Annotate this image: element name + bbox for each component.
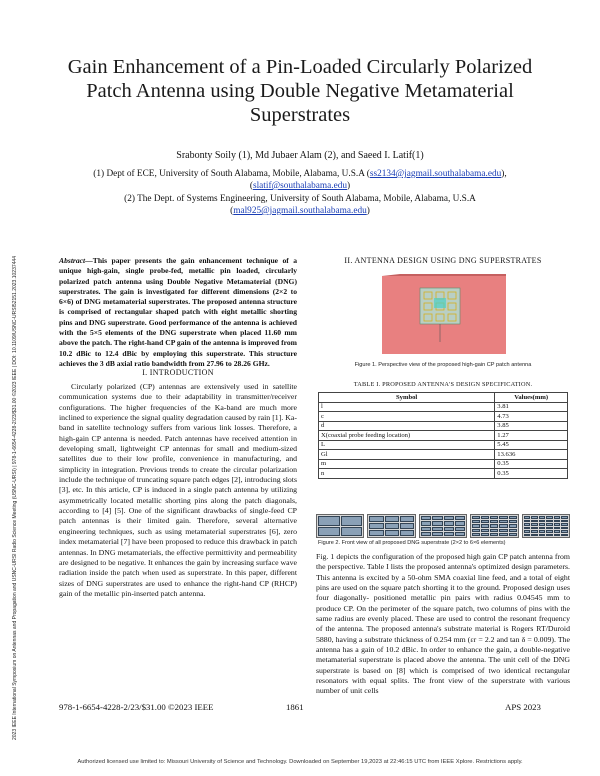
unit-cell xyxy=(481,533,489,536)
unit-cell xyxy=(554,523,561,526)
unit-cell xyxy=(385,523,399,529)
figure-2-caption: Figure 2. Front view of all proposed DNG superstrate (2×2 to 6×6 elements) xyxy=(318,540,506,546)
unit-cell xyxy=(524,530,531,533)
unit-cell xyxy=(546,527,553,530)
unit-cell xyxy=(490,524,498,527)
unit-cell xyxy=(561,534,568,537)
unit-cell xyxy=(400,530,414,536)
unit-cell xyxy=(432,532,442,536)
unit-cell xyxy=(421,532,431,536)
unit-cell xyxy=(546,534,553,537)
design-paragraph: Fig. 1 depicts the configuration of the proposed high gain CP patch antenna from the perspective. Table I lists the proposed antenna's optimized design parameters. This antenna is excited by a 50-ohm SMA coaxial line feed, and a total of eight pins are used on the square patch shorting it to the ground. Proposed design uses four diagonally- positioned metallic pin pairs with radius 0.04545 mm to produce CP. On the perimeter of the square patch, two columns of pins with the same radius are evenly placed. These are used to control the resonant frequency of the antenna. The proposed antenna's substrate material is Rogers RT/Duroid 5880, having a substrate thickness of 0.254 mm (εr = 2.2 and tan δ = 0.009). The antenna has a gain of 10.2 dBic. In order to enhance the gain, a double-negative metamaterial superstrate is placed above the antenna. The unit cell of the DNG superstrate is based on [8] which is comprised of two identical rectangular resonators with equal splits. The front view of the superstrate with various number of unit cells xyxy=(316,552,570,696)
unit-cell xyxy=(539,520,546,523)
table-row: X(coaxial probe feeding location) 1.27 xyxy=(319,431,568,441)
footer-isbn: 978-1-6654-4228-2/23/$31.00 ©2023 IEEE xyxy=(59,702,214,712)
unit-cell xyxy=(455,527,465,531)
unit-cell xyxy=(341,516,363,526)
unit-cell xyxy=(444,532,454,536)
unit-cell xyxy=(499,520,507,523)
unit-cell xyxy=(509,516,517,519)
header-values: Values(mm) xyxy=(495,393,568,403)
license-notice: Authorized licensed use limited to: Missouri University of Science and Technology. Downloaded on September 19,2023 at 22:46:15 UTC from IEEE Xplore. Restrictions apply. xyxy=(77,759,523,765)
unit-cell xyxy=(421,516,431,520)
unit-cell xyxy=(531,523,538,526)
unit-cell xyxy=(341,527,363,537)
unit-cell xyxy=(561,523,568,526)
table-row: L 5.45 xyxy=(319,440,568,450)
unit-cell xyxy=(455,516,465,520)
abstract-label: Abstract xyxy=(59,256,86,265)
table-row: Gl 13.636 xyxy=(319,450,568,460)
unit-cell xyxy=(539,530,546,533)
table-row: n 0.35 xyxy=(319,469,568,479)
unit-cell xyxy=(531,516,538,519)
superstrate-4x4 xyxy=(419,514,467,538)
unit-cell xyxy=(539,523,546,526)
unit-cell xyxy=(509,533,517,536)
unit-cell xyxy=(490,533,498,536)
unit-cell xyxy=(499,533,507,536)
table-caption: TABLE I. PROPOSED ANTENNA'S DESIGN SPECIFICATION. xyxy=(353,381,533,388)
unit-cell xyxy=(499,529,507,532)
unit-cell xyxy=(385,516,399,522)
unit-cell xyxy=(432,516,442,520)
table-header-row xyxy=(319,393,568,403)
table-row: m 0.35 xyxy=(319,459,568,469)
unit-cell xyxy=(499,516,507,519)
unit-cell xyxy=(481,516,489,519)
unit-cell xyxy=(509,529,517,532)
unit-cell xyxy=(546,530,553,533)
header-symbol: Symbol xyxy=(319,393,495,403)
unit-cell xyxy=(546,520,553,523)
unit-cell xyxy=(432,521,442,525)
unit-cell xyxy=(524,527,531,530)
unit-cell xyxy=(524,534,531,537)
unit-cell xyxy=(531,527,538,530)
section-2-heading: II. ANTENNA DESIGN USING DNG SUPERSTRATES xyxy=(344,256,542,265)
unit-cell xyxy=(444,527,454,531)
unit-cell xyxy=(490,520,498,523)
unit-cell xyxy=(318,516,340,526)
table-row: c 4.73 xyxy=(319,412,568,422)
unit-cell xyxy=(554,520,561,523)
unit-cell xyxy=(509,524,517,527)
affiliation-1: (1) Dept of ECE, University of South Alabama, Mobile, Alabama, U.S.A (ss2134@jagmail.southalabama.edu), (slatif@southalabama.edu) xyxy=(93,169,507,191)
unit-cell xyxy=(432,527,442,531)
unit-cell xyxy=(400,523,414,529)
superstrate-5x5 xyxy=(470,514,518,538)
table-row: l 3.81 xyxy=(319,402,568,412)
unit-cell xyxy=(531,520,538,523)
unit-cell xyxy=(385,530,399,536)
parameters-table xyxy=(318,392,568,479)
unit-cell xyxy=(539,534,546,537)
unit-cell xyxy=(539,516,546,519)
unit-cell xyxy=(369,530,383,536)
footer-page-number: 1861 xyxy=(286,702,304,712)
sidebar-text: 2023 IEEE International Symposium on Antennas and Propagation and USNC-URSI Radio Science Meeting (USNC-URSI) | 978-1-6654-4228-2/23/$31.00 ©2023 IEEE | DOI: 10.1109/USNC-URSI52151.2023.10237444 xyxy=(12,256,18,740)
email-link-2[interactable]: slatif@southalabama.edu xyxy=(252,181,347,191)
unit-cell xyxy=(481,524,489,527)
unit-cell xyxy=(455,532,465,536)
unit-cell xyxy=(524,523,531,526)
table-row: d 3.85 xyxy=(319,421,568,431)
unit-cell xyxy=(472,520,480,523)
unit-cell xyxy=(455,521,465,525)
abstract xyxy=(59,256,297,369)
section-1-heading: I. INTRODUCTION xyxy=(142,368,214,377)
unit-cell xyxy=(554,534,561,537)
sidebar-citation xyxy=(2,40,18,740)
unit-cell xyxy=(509,520,517,523)
unit-cell xyxy=(554,516,561,519)
unit-cell xyxy=(561,520,568,523)
figure-1-antenna-image xyxy=(376,272,512,356)
unit-cell xyxy=(481,529,489,532)
email-link-1[interactable]: ss2134@jagmail.southalabama.edu xyxy=(369,169,502,179)
figure-2-superstrates xyxy=(316,514,570,538)
unit-cell xyxy=(524,520,531,523)
unit-cell xyxy=(444,521,454,525)
unit-cell xyxy=(481,520,489,523)
unit-cell xyxy=(421,521,431,525)
intro-paragraph: Circularly polarized (CP) antennas are extensively used in satellite communication systems due to their adaptability in transmitter/receiver configurations. The higher frequencies of the Ka-band are much more inclined to experience the signal quality degradation caused by rain [1]. Ka-band in satellite technology suffers from various link losses. Therefore, a high-gain CP antenna is needed. Patch antennas have received attention in developing small, lightweight CP antennas for small and medium-sized satellites due to their low profile, convenience in manufacturing, and simplicity in integration. Previous trends to create the circular polarization include the technique of truncating square patch edges [2], introducing slots [3], etc. In this article, CP is induced in a single patch antenna by utilizing asymmetrically located metallic shorting pins along the patch diagonals, according to [4] [5]. One of the significant drawbacks of single-feed CP patch antennas is their limited gain. Therefore, several alternative engineering techniques, such as using metamaterial superstrates [6], zero index metamaterial [7] have been proposed to reduce this drawback in patch antennas. In DNG metamaterials, the effective permittivity and permeability are designed to be negative. It enhances the gain by increasing surface wave radiation inside the patch when used as superstrate. In this paper, different sizes of DNG superstrates are used to enhance the right-hand CP (RHCP) gain of the metallic pin-inserted patch antenna. xyxy=(59,382,298,598)
unit-cell xyxy=(531,530,538,533)
unit-cell xyxy=(561,516,568,519)
unit-cell xyxy=(369,516,383,522)
unit-cell xyxy=(561,530,568,533)
unit-cell xyxy=(554,527,561,530)
unit-cell xyxy=(421,527,431,531)
unit-cell xyxy=(539,527,546,530)
unit-cell xyxy=(524,516,531,519)
section-1-body xyxy=(59,382,297,599)
unit-cell xyxy=(400,516,414,522)
footer-conference: APS 2023 xyxy=(505,702,541,712)
unit-cell xyxy=(546,523,553,526)
unit-cell xyxy=(561,527,568,530)
email-link-3[interactable]: mal925@jagmail.southalabama.edu xyxy=(233,206,367,216)
unit-cell xyxy=(369,523,383,529)
unit-cell xyxy=(499,524,507,527)
unit-cell xyxy=(472,533,480,536)
unit-cell xyxy=(490,529,498,532)
unit-cell xyxy=(444,516,454,520)
abstract-text: —This paper presents the gain enhancement technique of a unique high-gain, single probe-fed, metallic pin loaded, circularly polarized patch antenna using Double Negative Metamaterial (DNG) superstrates. The gain is investigated for different dimensions (2×2 to 6×6) of DNG metamaterial superstrates. The proposed antenna structure is comprised of rectangular shaped patch with eight metallic shorting pins and DNG superstrate. Good performance of the antenna is achieved with the 5×5 elements of the DNG superstrate when placed 11.60 mm above the patch. The right-hand CP gain of the antenna is improved from 10.2 dBic to 12.4 dBic by employing this superstrate. This structure achieves the 3 dB axial ratio bandwidth from 27.96 to 28.26 GHz. xyxy=(59,256,297,368)
superstrate-6x6 xyxy=(522,514,570,538)
unit-cell xyxy=(472,516,480,519)
section-2-body xyxy=(316,552,570,697)
superstrate-3x3 xyxy=(367,514,415,538)
superstrate-2x2 xyxy=(316,514,364,538)
unit-cell xyxy=(490,516,498,519)
unit-cell xyxy=(554,530,561,533)
paper-title: Gain Enhancement of a Pin-Loaded Circularly Polarized Patch Antenna using Double Negative Metamaterial Superstrates xyxy=(67,56,533,126)
unit-cell xyxy=(472,524,480,527)
unit-cell xyxy=(318,527,340,537)
figure-1-caption: Figure 1. Perspective view of the proposed high-gain CP patch antenna xyxy=(354,362,532,368)
unit-cell xyxy=(472,529,480,532)
authors: Srabonty Soily (1), Md Jubaer Alam (2), and Saeed I. Latif(1) xyxy=(176,150,424,161)
affiliation-2: (2) The Dept. of Systems Engineering, University of South Alabama, Mobile, Alabama, U.S.A (mal925@jagmail.southalabama.edu) xyxy=(124,194,476,216)
unit-cell xyxy=(531,534,538,537)
unit-cell xyxy=(546,516,553,519)
